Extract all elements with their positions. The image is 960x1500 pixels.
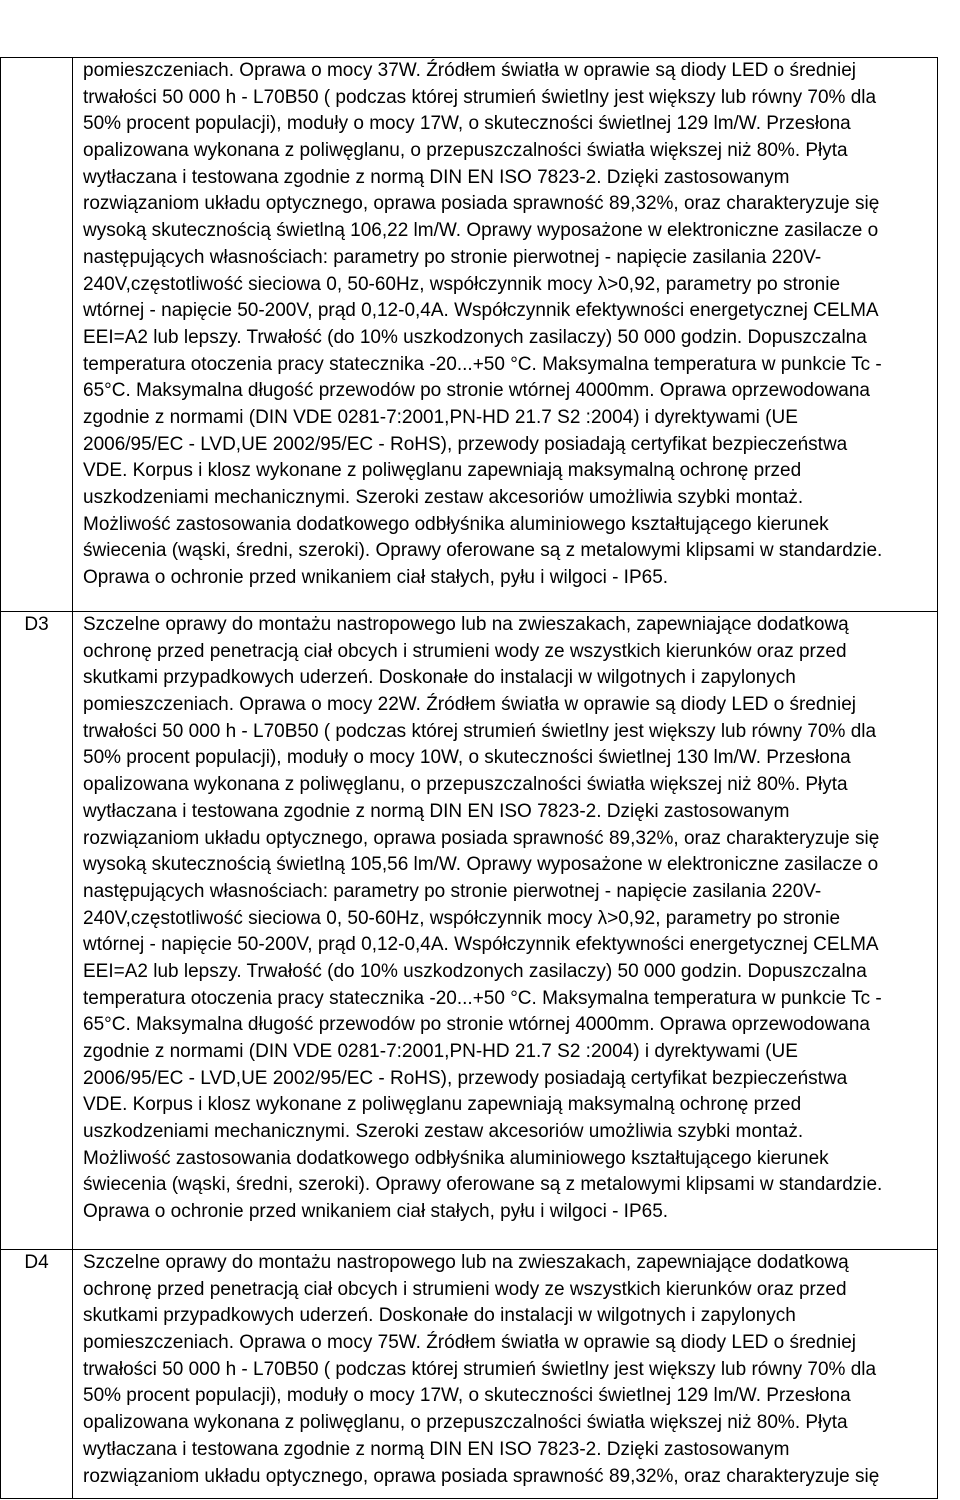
text-line: EEI=A2 lub lepszy. Trwałość (do 10% uszkodzonych zasilaczy) 50 000 godzin. Dopuszczalna (83, 960, 867, 982)
text-line: Możliwość zastosowania dodatkowego odbłyśnika aluminiowego kształtującego kierunek (83, 513, 829, 535)
text-line: Szczelne oprawy do montażu nastropowego lub na zwieszakach, zapewniające dodatkową (83, 614, 849, 635)
text-line: Szczelne oprawy do montażu nastropowego lub na zwieszakach, zapewniające dodatkową (83, 1252, 849, 1273)
text-line: skutkami przypadkowych uderzeń. Doskonałe do instalacji w wilgotnych i zapylonych (83, 667, 796, 689)
text-line: wytłaczana i testowana zgodnie z normą DIN EN ISO 7823-2. Dzięki zastosowanym (83, 1438, 790, 1460)
text-line: trwałości 50 000 h - L70B50 ( podczas której strumień świetlny jest większy lub równy 70% dla (83, 1358, 877, 1380)
text-line: Oprawa o ochronie przed wnikaniem ciał stałych, pyłu i wilgoci - IP65. (83, 1201, 669, 1223)
item-code: D4 (24, 1252, 49, 1273)
text-line: opalizowana wykonana z poliwęglanu, o przepuszczalności światła większej niż 80%. Płyta (83, 774, 848, 796)
text-line: 50% procent populacji), moduły o mocy 17W, o skuteczności świetlnej 129 lm/W. Przesłona (83, 113, 851, 135)
text-line: opalizowana wykonana z poliwęglanu, o przepuszczalności światła większej niż 80%. Płyta (83, 140, 848, 162)
text-line: 65°C. Maksymalna długość przewodów po stronie wtórnej 4000mm. Oprawa oprzewodowana (83, 380, 870, 402)
text-line: Oprawa o ochronie przed wnikaniem ciał stałych, pyłu i wilgoci - IP65. (83, 567, 669, 589)
column-divider (72, 58, 73, 1498)
item-code: D3 (24, 614, 49, 635)
text-line: świecenia (wąski, średni, szeroki). Oprawy oferowane są z metalowymi klipsami w standardzie. (83, 540, 883, 562)
text-line: temperatura otoczenia pracy statecznika -20...+50 °C. Maksymalna temperatura w punkcie Tc - (83, 987, 882, 1009)
text-line: skutkami przypadkowych uderzeń. Doskonałe do instalacji w wilgotnych i zapylonych (83, 1305, 796, 1327)
description-cell (83, 58, 923, 592)
text-line: ochronę przed penetracją ciał obcych i strumieni wody ze wszystkich kierunków oraz przed (83, 1278, 847, 1300)
text-line: EEI=A2 lub lepszy. Trwałość (do 10% uszkodzonych zasilaczy) 50 000 godzin. Dopuszczalna (83, 326, 867, 348)
text-line: zgodnie z normami (DIN VDE 0281-7:2001,PN-HD 21.7 S2 :2004) i dyrektywami (UE (83, 406, 798, 428)
text-line: wtórnej - napięcie 50-200V, prąd 0,12-0,4A. Współczynnik efektywności energetycznej CELMA (83, 934, 879, 956)
text-line: opalizowana wykonana z poliwęglanu, o przepuszczalności światła większej niż 80%. Płyta (83, 1412, 848, 1434)
text-line: wysoką skutecznością świetlną 105,56 lm/W. Oprawy wyposażone w elektroniczne zasilacze o (83, 854, 879, 876)
text-line: następujących własnościach: parametry po stronie pierwotnej - napięcie zasilania 220V- (83, 246, 822, 268)
text-line: 240V,częstotliwość sieciowa 0, 50-60Hz, współczynnik mocy λ>0,92, parametry po stronie (83, 907, 841, 929)
specification-table (0, 57, 938, 1499)
text-line: rozwiązaniom układu optycznego, oprawa posiada sprawność 89,32%, oraz charakteryzuje się (83, 1465, 880, 1487)
text-line: pomieszczeniach. Oprawa o mocy 75W. Źródłem światła w oprawie są diody LED o średniej (83, 1332, 856, 1354)
text-line: 50% procent populacji), moduły o mocy 10W, o skuteczności świetlnej 130 lm/W. Przesłona (83, 747, 851, 769)
text-line: 2006/95/EC - LVD,UE 2002/95/EC - RoHS), przewody posiadają certyfikat bezpieczeństwa (83, 1067, 848, 1089)
text-line: temperatura otoczenia pracy statecznika -20...+50 °C. Maksymalna temperatura w punkcie Tc - (83, 353, 882, 375)
text-line: ochronę przed penetracją ciał obcych i strumieni wody ze wszystkich kierunków oraz przed (83, 640, 847, 662)
description-cell (83, 1250, 923, 1490)
text-line: 240V,częstotliwość sieciowa 0, 50-60Hz, współczynnik mocy λ>0,92, parametry po stronie (83, 273, 841, 295)
text-line: wytłaczana i testowana zgodnie z normą DIN EN ISO 7823-2. Dzięki zastosowanym (83, 800, 790, 822)
text-line: wtórnej - napięcie 50-200V, prąd 0,12-0,4A. Współczynnik efektywności energetycznej CELMA (83, 300, 879, 322)
text-line: rozwiązaniom układu optycznego, oprawa posiada sprawność 89,32%, oraz charakteryzuje się (83, 193, 880, 215)
text-line: pomieszczeniach. Oprawa o mocy 22W. Źródłem światła w oprawie są diody LED o średniej (83, 694, 856, 716)
text-line: uszkodzeniami mechanicznymi. Szeroki zestaw akcesoriów umożliwia szybki montaż. (83, 487, 804, 508)
table-row (1, 1249, 937, 1487)
text-line: rozwiązaniom układu optycznego, oprawa posiada sprawność 89,32%, oraz charakteryzuje się (83, 827, 880, 849)
text-line: trwałości 50 000 h - L70B50 ( podczas której strumień świetlny jest większy lub równy 70% dla (83, 86, 877, 108)
text-line: uszkodzeniami mechanicznymi. Szeroki zestaw akcesoriów umożliwia szybki montaż. (83, 1121, 804, 1143)
text-line: Możliwość zastosowania dodatkowego odbłyśnika aluminiowego kształtującego kierunek (83, 1147, 829, 1169)
text-line: świecenia (wąski, średni, szeroki). Oprawy oferowane są z metalowymi klipsami w standardzie. (83, 1174, 883, 1196)
text-line: wysoką skutecznością świetlną 106,22 lm/W. Oprawy wyposażone w elektroniczne zasilacze o (83, 220, 879, 242)
table-row (1, 611, 937, 1223)
text-line: następujących własnościach: parametry po stronie pierwotnej - napięcie zasilania 220V- (83, 880, 822, 902)
text-line: zgodnie z normami (DIN VDE 0281-7:2001,PN-HD 21.7 S2 :2004) i dyrektywami (UE (83, 1041, 798, 1062)
text-line: pomieszczeniach. Oprawa o mocy 37W. Źródłem światła w oprawie są diody LED o średniej (83, 60, 856, 81)
text-line: trwałości 50 000 h - L70B50 ( podczas której strumień świetlny jest większy lub równy 70% dla (83, 720, 877, 742)
text-line: wytłaczana i testowana zgodnie z normą DIN EN ISO 7823-2. Dzięki zastosowanym (83, 166, 790, 188)
text-line: 50% procent populacji), moduły o mocy 17W, o skuteczności świetlnej 129 lm/W. Przesłona (83, 1385, 851, 1407)
description-cell (83, 612, 923, 1226)
text-line: 2006/95/EC - LVD,UE 2002/95/EC - RoHS), przewody posiadają certyfikat bezpieczeństwa (83, 433, 848, 455)
text-line: VDE. Korpus i klosz wykonane z poliwęglanu zapewniają maksymalną ochronę przed (83, 1094, 802, 1116)
text-line: VDE. Korpus i klosz wykonane z poliwęglanu zapewniają maksymalną ochronę przed (83, 460, 802, 482)
text-line: 65°C. Maksymalna długość przewodów po stronie wtórnej 4000mm. Oprawa oprzewodowana (83, 1014, 870, 1036)
